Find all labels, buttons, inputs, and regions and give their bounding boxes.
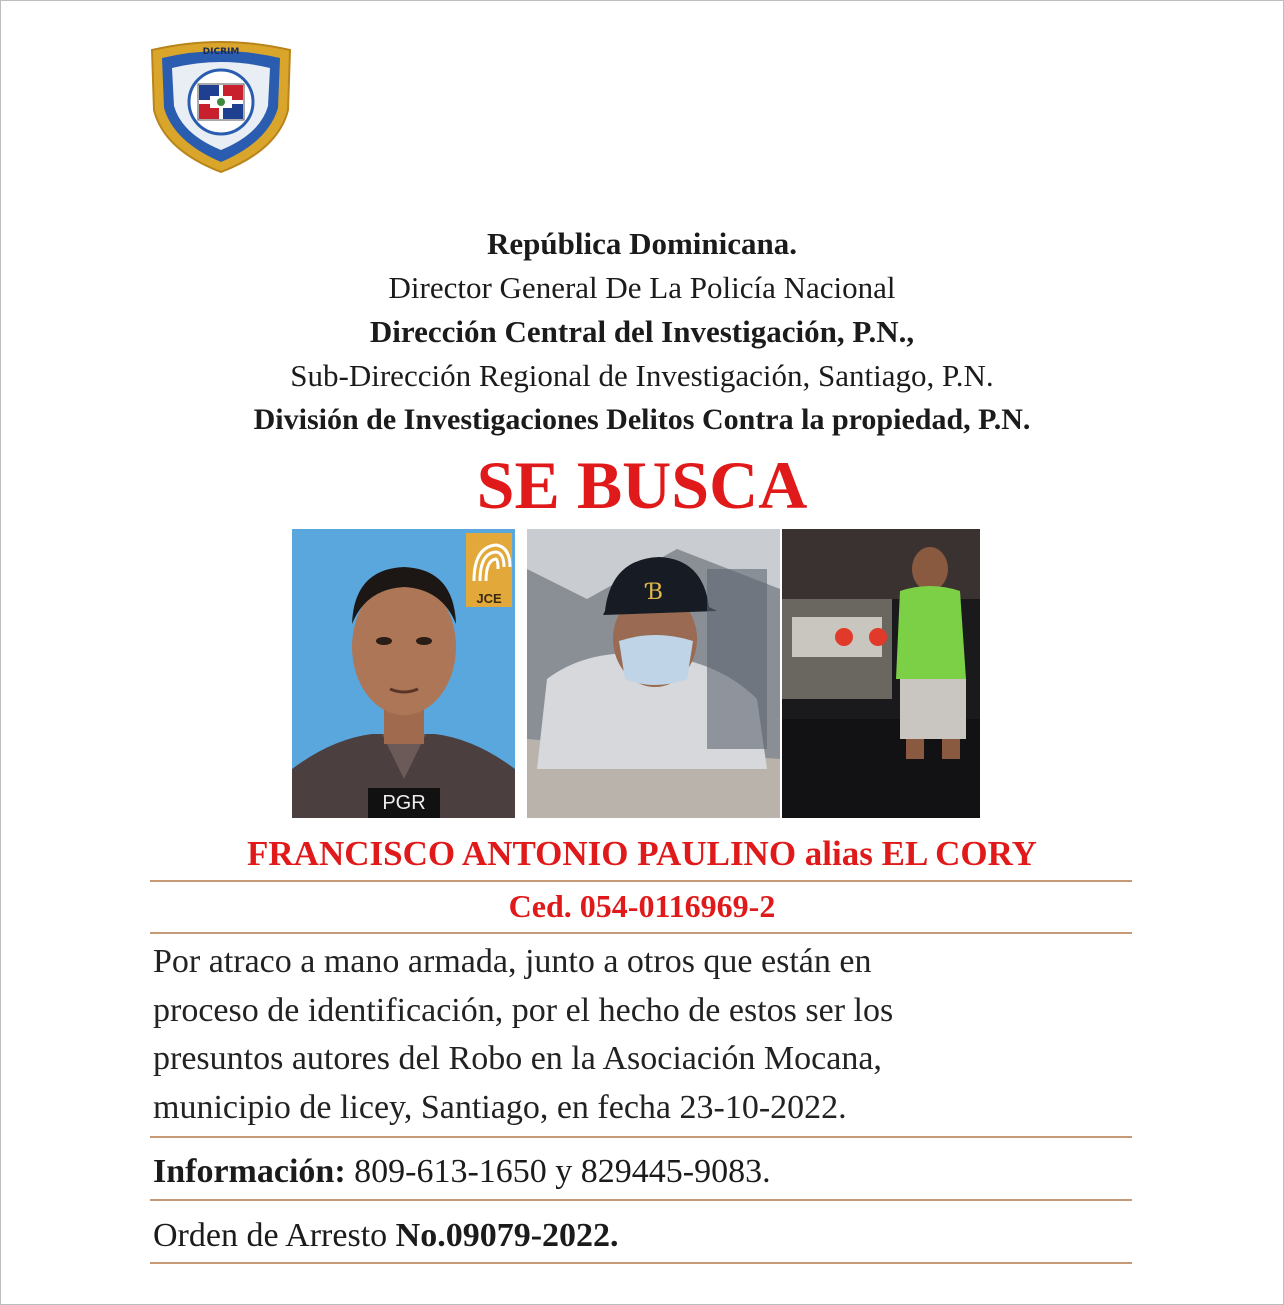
suspect-name: FRANCISCO ANTONIO PAULINO alias EL CORY — [247, 834, 1037, 873]
header-country: República Dominicana. — [486, 226, 798, 261]
contact-info — [153, 1150, 1133, 1194]
jce-label: JCE — [476, 591, 502, 606]
jce-fingerprint-icon — [466, 533, 512, 607]
divider-1 — [150, 880, 1132, 882]
wanted-headline: SE BUSCA — [476, 447, 808, 523]
warrant-number: No.09079-2022. — [395, 1217, 619, 1254]
warrant-label: Orden de Arresto — [153, 1217, 396, 1254]
agency-header — [0, 222, 1284, 442]
crime-description — [153, 938, 1133, 1132]
contact-label: Información: — [153, 1153, 346, 1190]
divider-3 — [150, 1136, 1132, 1138]
description-line: municipio de licey, Santiago, en fecha 23-10-2022. — [153, 1088, 847, 1126]
divider-4 — [150, 1199, 1132, 1201]
pgr-label: PGR — [368, 788, 440, 818]
description-line: Por atraco a mano armada, junto a otros que están en — [153, 943, 872, 980]
header-division: División de Investigaciones Delitos Contra la propiedad, P.N. — [253, 403, 1031, 436]
header-central-direction: Dirección Central del Investigación, P.N., — [369, 314, 915, 349]
arrest-warrant — [153, 1214, 1133, 1258]
svg-text:Ɓ: Ɓ — [646, 580, 664, 605]
surveillance-photo-night — [782, 529, 980, 818]
dicrim-seal-icon — [148, 40, 294, 174]
suspect-cedula: Ced. 054-0116969-2 — [508, 888, 776, 924]
divider-5 — [150, 1262, 1132, 1264]
header-sub-direction: Sub-Dirección Regional de Investigación, Santiago, P.N. — [290, 358, 994, 393]
surveillance-photo-cap — [527, 529, 780, 818]
divider-2 — [150, 932, 1132, 934]
header-director: Director General De La Policía Nacional — [388, 270, 896, 305]
description-line: presuntos autores del Robo en la Asociación Mocana, — [153, 1040, 882, 1077]
contact-phones: 809-613-1650 y 829445-9083. — [354, 1153, 771, 1190]
seal-top-text: DICRIM — [202, 47, 240, 57]
description-line: proceso de identificación, por el hecho de estos ser los — [153, 991, 894, 1029]
